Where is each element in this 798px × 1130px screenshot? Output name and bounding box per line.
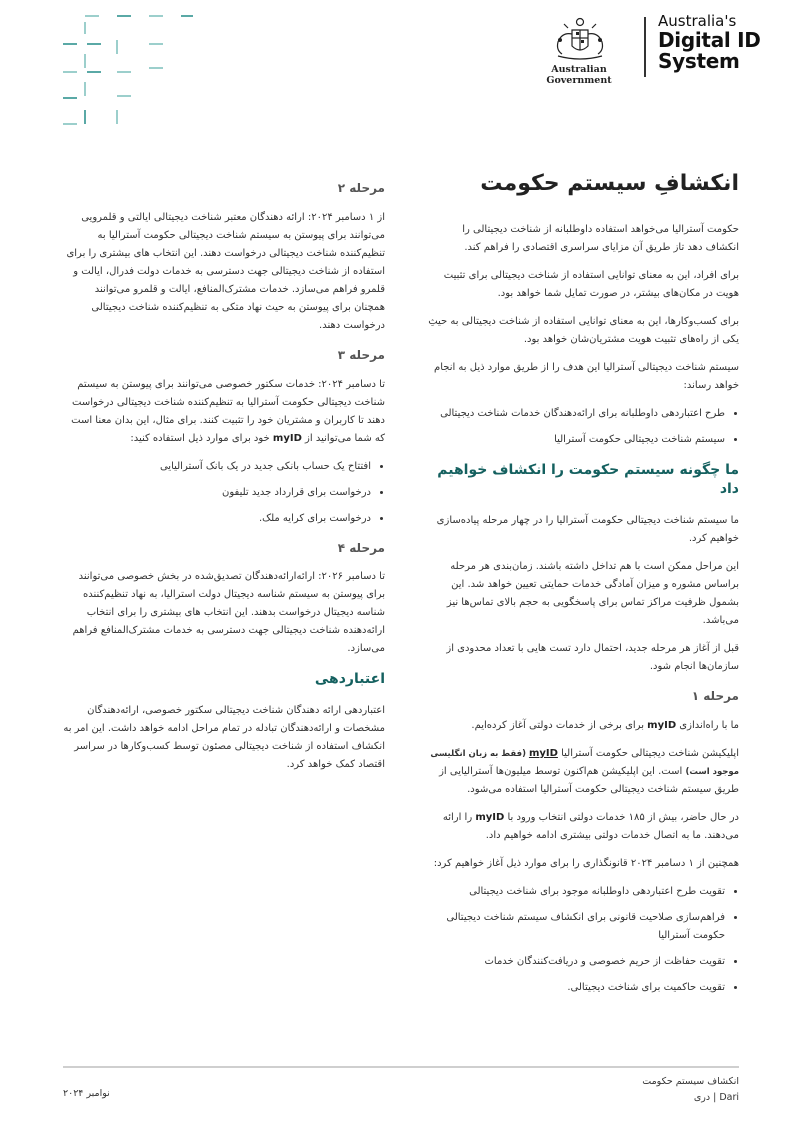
accreditation-paragraph: اعتباردهی ارائه دهندگان شناخت دیجیتالی سکتور خصوصی، ارائه‌دهندگان مشخصات و ارائه‌دهندگان تبادله در تمام مراحل ادامه خواهد داشت. این امر به انکشاف استفاده از شناخت دیجیتالی مصئون توسط کسب‌وکارها در سراسر اقتصاد کمک خواهد کرد. — [63, 704, 385, 770]
logo-line-3: System — [658, 48, 740, 73]
text-span: اپلیکیشن شناخت دیجیتالی حکومت آسترالیا — [557, 747, 739, 759]
page-title: انکشافِ سیستم حکومت — [480, 171, 739, 196]
myid-term: myID — [475, 811, 505, 823]
footer-language: Dari | دری — [693, 1092, 739, 1104]
stage-3-paragraph — [63, 376, 385, 448]
how-paragraph-3: قبل از آغاز هر مرحله جدید، احتمال دارد تست هایی با تعداد محدودی از سازمان‌ها انجام شود. — [446, 642, 739, 672]
text-span: را ارائه می‌دهند. ما به اتصال خدمات دولتی بیشتری ادامه خواهیم داد. — [442, 811, 739, 841]
logo-line-1: Australia's — [658, 12, 737, 30]
decorative-pattern — [55, 10, 195, 130]
australian-government-logo — [518, 14, 640, 86]
text-span: است. این اپلیکیشن هم‌اکنون توسط میلیون‌ها آسترالیایی از طریق سیستم شناخت دیجیتالی حکومت آسترالیا استفاده می‌شود. — [439, 765, 739, 795]
intro-paragraph-4: سیستم شناخت دیجیتالی آسترالیا این هدف را از طریق موارد ذیل به انجام خواهد رساند: — [434, 361, 739, 391]
footer-info — [600, 1074, 739, 1106]
list-item: • درخواست برای کرایه ملک. — [63, 510, 371, 528]
stage-1-paragraph-2 — [427, 745, 739, 799]
intro-paragraph-2: برای افراد، این به معنای توانایی استفاده از شناخت دیجیتالی برای تثبیت هویت در مکان‌های بیشتر، در صورت تمایل شما خواهد بود. — [443, 269, 739, 299]
intro-bullet-list — [427, 405, 739, 449]
myid-term: myID — [647, 719, 677, 731]
coat-of-arms-icon — [550, 16, 610, 64]
list-item: • فراهم‌سازی صلاحیت قانونی برای انکشاف سیستم شناخت دیجیتالی حکومت آسترالیا — [427, 909, 725, 945]
myid-link[interactable]: myID — [528, 747, 558, 759]
stage-1-paragraph-1 — [427, 717, 739, 735]
text-span: در حال حاضر، بیش از ۱۸۵ خدمات دولتی انتخاب ورود با — [504, 811, 739, 823]
text-span: ما با راه‌اندازی — [676, 719, 739, 731]
footer-date: نوامبر ۲۰۲۴ — [63, 1088, 110, 1099]
stage-4-paragraph: تا دسامبر ۲۰۲۶: ارائه‌ارائه‌دهندگان تصدیق‌شده در بخش خصوصی می‌توانند برای پیوستن به سیستم شناسه دیجیتال دولت استرالیا، به نهاد تنظیم‌کننده شناسه دیجیتال درخواست بدهند. این انتخاب های بیشتری را برای انتخاب ارائه‌دهنده شناخت دیجیتالی جهت دسترسی به خدمات مشترک‌المنافع فراهم می‌سازد. — [72, 571, 385, 655]
footer-doc-title: انکشاف سیستم حکومت — [642, 1076, 739, 1087]
stage-3-bullet-list — [63, 458, 385, 528]
how-paragraph-1: ما سیستم شناخت دیجیتالی حکومت آسترالیا را در چهار مرحله پیاده‌سازی خواهیم کرد. — [436, 514, 739, 544]
stage-2-paragraph: از ۱ دسامبر ۲۰۲۴: ارائه دهندگان معتبر شناخت دیجیتالی ایالتی و قلمرویی می‌توانند برای پیوستن به سیستم شناخت دیجیتالی حکومت آسترالیا به تنظیم‌کننده شناخت دیجیتالی درخواست دهند. این انتخاب های بیشتری را برای استفاده از شناخت دیجیتالی جهت دسترسی به خدمات دولت فدرال، ایالت و قلمرو فراهم می‌سازد. خدمات مشترک‌المنافع، ایالت و قلمرو می‌توانند همچنان برای پیوستن به حیث نهاد متکی به تنظیم‌کننده شناخت دیجیتالی درخواست دهند. — [66, 211, 385, 331]
stage-3-heading: مرحله ۳ — [337, 347, 385, 362]
text-span: تا دسامبر ۲۰۲۴: خدمات سکتور خصوصی می‌توانند برای پیوستن به سیستم شناخت دیجیتالی حکومت آسترالیا به تنظیم‌کننده شناخت دیجیتالی درخواست دهند تا کاربران و مشتریان خود را تثبیت کنند. برای مثال، این بدان معنا است که شما می‌توانید از — [71, 378, 385, 444]
intro-paragraph-3: برای کسب‌وکارها، این به معنای توانایی استفاده از شناخت دیجیتالی به حیثِ یکی از راه‌های تثبیت هویت مشتریان‌شان خواهد بود. — [428, 315, 739, 345]
how-paragraph-2: این مراحل ممکن است با هم تداخل داشته باشند. زمان‌بندی هر مرحله براساس مشوره و میزان آمادگی خدمات حمایتی تعیین خواهد شد. این بشمول ظرفیت مراکز تماس برای پاسخگویی به حجم بالای تماس‌ها نیز می‌باشد. — [446, 560, 739, 626]
digital-id-logo — [658, 14, 778, 72]
intro-paragraph-1: حکومت آسترالیا می‌خواهد استفاده داوطلبانه از شناخت دیجیتالی را انکشاف دهد تاز طریق آن مزایای سراسری اقتصادی را فراهم کند. — [462, 223, 739, 253]
list-item: • درخواست برای قرارداد جدید تلیفون — [63, 484, 371, 502]
stage-1-paragraph-3 — [427, 809, 739, 845]
stage-1-bullet-list — [427, 883, 739, 997]
english-only-note: (فقط به زبان انگلیسی موجود است) — [430, 748, 739, 777]
stage-2-heading: مرحله ۲ — [337, 181, 385, 195]
list-item: • سیستم شناخت دیجیتالی حکومت آسترالیا — [427, 431, 725, 449]
list-item: • افتتاح یک حساب بانکی جدید در یک بانک آسترالیایی — [63, 458, 371, 476]
accreditation-heading: اعتباردهی — [314, 671, 385, 688]
government-name: Australian Government — [546, 64, 612, 86]
list-item: • تقویت حاکمیت برای شناخت دیجیتالی. — [427, 979, 725, 997]
section-heading-how: ما چگونه سیستم حکومت را انکشاف خواهیم داد — [437, 461, 739, 498]
myid-term: myID — [272, 432, 302, 444]
logo-line-2: Digital ID — [658, 27, 761, 52]
left-column — [63, 180, 385, 784]
list-item: • طرح اعتباردهی داوطلبانه برای ارائه‌دهندگان خدمات شناخت دیجیتالی — [427, 405, 725, 423]
text-span: برای برخی از خدمات دولتی آغاز کرده‌ایم. — [471, 719, 648, 731]
right-column — [427, 170, 739, 1007]
stage-4-heading: مرحله ۴ — [337, 540, 385, 555]
footer-divider — [63, 1066, 739, 1068]
list-item: • تقویت طرح اعتباردهی داوطلبانه موجود برای شناخت دیجیتالی — [427, 883, 725, 901]
text-span: خود برای موارد ذیل استفاده کنید: — [130, 432, 273, 444]
stage-1-heading: مرحله ۱ — [691, 688, 739, 703]
logo-divider — [644, 17, 646, 77]
stage-1-paragraph-4: همچنین از ۱ دسامبر ۲۰۲۴ قانونگذاری را برای موارد ذیل آغاز خواهیم کرد: — [433, 857, 739, 869]
list-item: • تقویت حفاظت از حریم خصوصی و دریافت‌کنندگان خدمات — [427, 953, 725, 971]
